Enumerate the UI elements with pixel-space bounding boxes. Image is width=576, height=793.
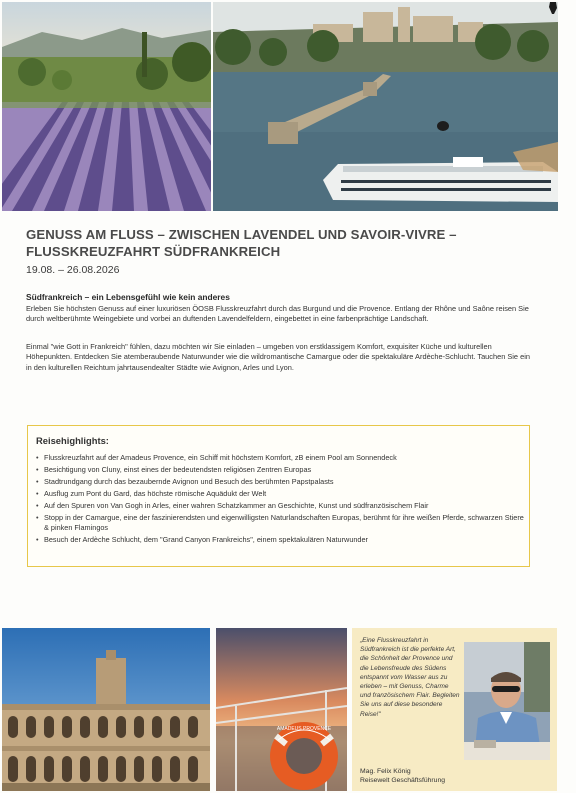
intro-paragraph-2: Einmal "wie Gott in Frankreich" fühlen, dazu möchten wir Sie einladen – umgeben von erstklassigem Komfort, exquisiter Küche und kulturellen Höhepunkten. Entdecken Sie atemberaubende Naturwunder wie die wildromantische Camargue oder die spektakuläre Ardèche-Schlucht. Tauchen Sie ein in den kulturellen Reichtum jahrtausendealter Städte wie Avignon, Arles und Lyon. — [26, 342, 530, 372]
travel-dates: 19.08. – 26.08.2026 — [26, 264, 120, 276]
quote-panel — [352, 628, 557, 791]
highlights-box — [27, 425, 530, 567]
highlight-item: • Besichtigung von Cluny, einst eines der bedeutendsten religiösen Zentren Europas — [36, 465, 526, 475]
portrait-photo — [464, 642, 550, 760]
lavender-field-photo — [2, 2, 211, 211]
highlights-list — [36, 453, 526, 547]
lifebuoy-label: AMADEUS PROVENCE — [276, 726, 332, 732]
highlight-item: • Stadtrundgang durch das bezaubernde Avignon und Besuch des berühmten Papstpalasts — [36, 477, 526, 487]
signature-role: Reisewelt Geschäftsführung — [360, 777, 446, 784]
quote-text: „Eine Flusskreuzfahrt in Südfrankreich ist die perfekte Art, die Schönheit der Provence und die Lebensfreude des Südens entspannt vom Wasser aus zu erleben – mit Genuss, Charme und französischem Flair. Begleiten Sie uns auf diese besondere Reise!" — [360, 637, 460, 718]
scan-mark-icon — [548, 2, 558, 14]
page-title: GENUSS AM FLUSS – ZWISCHEN LAVENDEL UND SAVOIR-VIVRE – FLUSSKREUZFAHRT SÜDFRANKREICH — [26, 227, 457, 259]
avignon-bridge-river-cruise-photo — [213, 2, 558, 211]
highlights-title: Reisehighlights: — [36, 435, 109, 446]
arles-amphitheatre-photo — [2, 628, 210, 791]
highlight-item: • Auf den Spuren von Van Gogh in Arles, einer wahren Schatzkammer an Geschichte, Kunst und südfranzösischem Flair — [36, 501, 526, 511]
intro-subheading: Südfrankreich – ein Lebensgefühl wie kein anderes — [26, 292, 230, 302]
highlight-item: • Besuch der Ardèche Schlucht, dem "Grand Canyon Frankreichs", einem spektakulären Naturwunder — [36, 535, 526, 545]
signature-name: Mag. Felix König — [360, 768, 411, 775]
highlight-item: • Stopp in der Camargue, eine der faszinierendsten und eigenwilligsten Naturlandschaften Europas, berühmt für ihre weißen Pferde, schwarzen Stiere & pinken Flamingos — [36, 513, 526, 533]
ship-deck-lifebuoy-photo — [216, 628, 347, 791]
highlight-item: • Flusskreuzfahrt auf der Amadeus Provence, ein Schiff mit höchstem Komfort, zB einem Pool am Sonnendeck — [36, 453, 526, 463]
highlight-item: • Ausflug zum Pont du Gard, das höchste römische Aquädukt der Welt — [36, 489, 526, 499]
intro-paragraph-1: Erleben Sie höchsten Genuss auf einer luxuriösen ÖOSB Flusskreuzfahrt durch das Burgund und die Provence. Entlang der Rhône und Saône reisen Sie durch weltberühmte Weingebiete und vorbei an duftenden Lavendelfeldern, eingebettet in eine farbenprächtige Landschaft. — [26, 304, 529, 324]
